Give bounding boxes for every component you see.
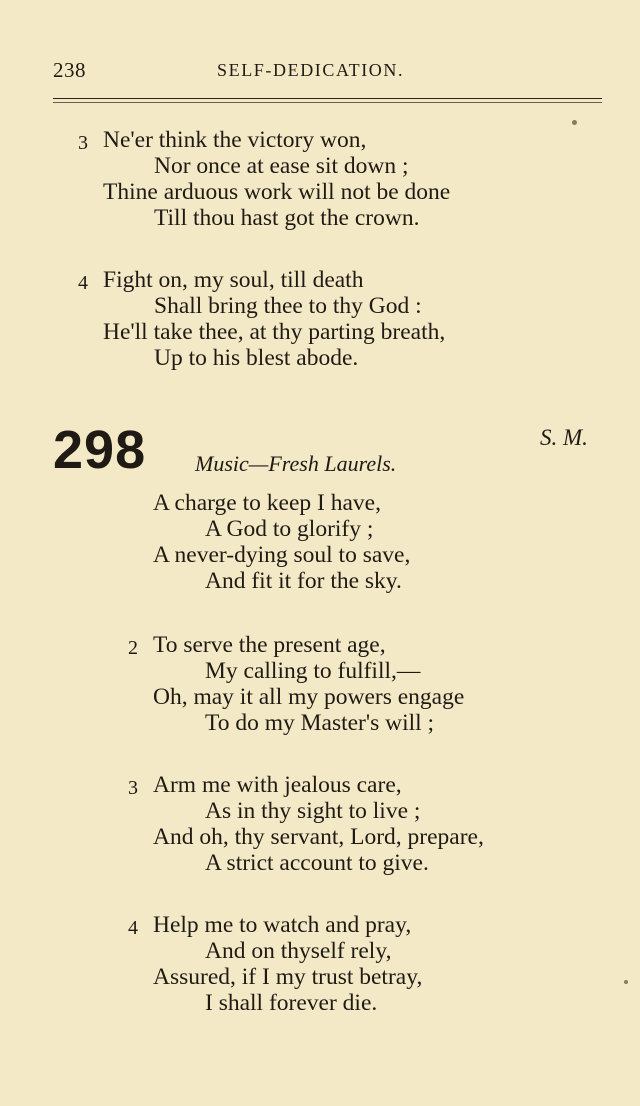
verse-line: A God to glorify ; (205, 516, 374, 542)
verse-line: I shall forever die. (205, 990, 378, 1016)
paper-speck (572, 120, 577, 125)
verse-line: He'll take thee, at thy parting breath, (103, 319, 446, 345)
hymn-meter: S. M. (540, 425, 588, 450)
verse-line: To serve the present age, (153, 632, 386, 658)
verse-line: And oh, thy servant, Lord, prepare, (153, 824, 484, 850)
verse-line: A strict account to give. (205, 850, 429, 876)
verse-line: Thine arduous work will not be done (103, 179, 451, 205)
verse-line: A charge to keep I have, (153, 490, 381, 516)
verse-line: And on thyself rely, (205, 938, 392, 964)
page-number: 238 (53, 58, 86, 82)
verse-line: And fit it for the sky. (205, 568, 402, 594)
verse-line: My calling to fulfill,— (205, 658, 421, 684)
verse-line: Till thou hast got the crown. (154, 205, 420, 231)
verse-line: Ne'er think the victory won, (103, 127, 367, 153)
verse-number: 2 (128, 637, 138, 659)
running-head: SELF-DEDICATION. (217, 60, 405, 80)
verse-line: Arm me with jealous care, (153, 772, 402, 798)
header-rule (53, 98, 602, 99)
verse-line: Up to his blest abode. (154, 345, 359, 371)
verse-number: 4 (128, 917, 138, 939)
verse-line: To do my Master's will ; (205, 710, 435, 736)
verse-line: Assured, if I my trust betray, (153, 964, 423, 990)
verse-line: As in thy sight to live ; (205, 798, 421, 824)
verse-number: 3 (128, 777, 138, 799)
header-rule-thin (53, 102, 602, 103)
verse-line: Fight on, my soul, till death (103, 267, 364, 293)
page-header (0, 58, 640, 88)
verse-line: Shall bring thee to thy God : (154, 293, 422, 319)
paper-speck (624, 980, 628, 984)
verse-line: Nor once at ease sit down ; (154, 153, 409, 179)
verse-number: 3 (78, 132, 88, 154)
verse-line: Help me to watch and pray, (153, 912, 412, 938)
verse-line: Oh, may it all my powers engage (153, 684, 465, 710)
hymn-number: 298 (53, 420, 147, 480)
hymn-tune: Music—Fresh Laurels. (195, 451, 397, 476)
verse-number: 4 (78, 272, 88, 294)
verse-line: A never-dying soul to save, (153, 542, 411, 568)
